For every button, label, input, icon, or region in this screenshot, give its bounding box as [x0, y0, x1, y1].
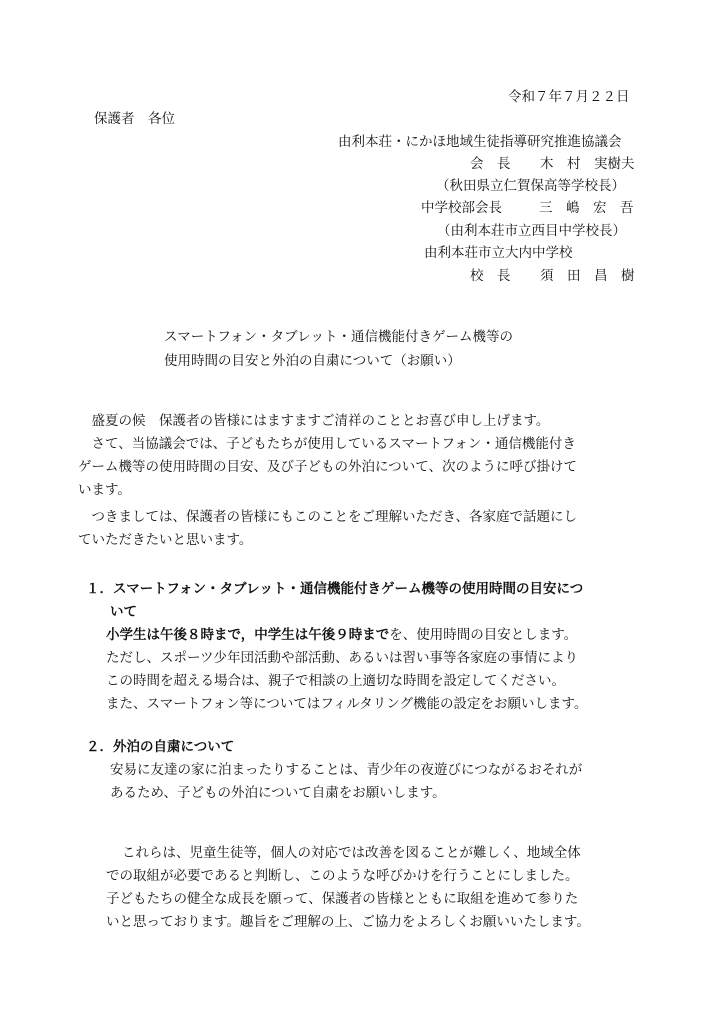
recipient-line: 保護者 各位: [94, 111, 175, 127]
sender-affiliation-chair: （秋田県立仁賀保高等学校長）: [436, 178, 625, 194]
sender-name-principal: 須 田 昌 樹: [540, 268, 635, 284]
sender-role-jhs-section: 中学校部会長: [421, 200, 502, 216]
section1-body-line: また、スマートフォン等についてはフィルタリング機能の設定をお願いします。: [106, 696, 588, 712]
section2-heading: ２．外泊の自粛について: [86, 739, 235, 755]
document-title-line2: 使用時間の目安と外泊の自粛について（お願い）: [164, 353, 461, 369]
intro-line: ゲーム機等の使用時間の目安、及び子どもの外泊について、次のように呼び掛けて: [78, 459, 577, 475]
document-title-line1: スマートフォン・タブレット・通信機能付きゲーム機等の: [164, 329, 513, 345]
intro-line: ていただきたいと思います。: [78, 532, 253, 548]
usage-time-limits-suffix: を、使用時間の目安とします。: [389, 627, 578, 643]
sender-name-chair: 木 村 実樹夫: [540, 156, 635, 172]
sender-school: 由利本荘市立大内中学校: [424, 245, 573, 261]
sender-organization: 由利本荘・にかほ地域生徒指導研究推進協議会: [338, 134, 622, 150]
sender-role-principal: 校 長: [470, 268, 511, 284]
section2-body-line: 安易に友達の家に泊まったりすることは、青少年の夜遊びにつながるおそれが: [110, 762, 583, 778]
intro-line: さて、当協議会では、子どもたちが使用しているスマートフォン・通信機能付き: [78, 436, 576, 452]
usage-time-limits: 小学生は午後８時まで，中学生は午後９時まで: [106, 627, 390, 643]
sender-role-chair: 会 長: [470, 156, 511, 172]
section1-body-line: ただし、スポーツ少年団活動や部活動、あるいは習い事等各家庭の事情により: [106, 650, 578, 666]
section1-heading-continued: いて: [110, 604, 137, 620]
intro-line: います。: [78, 482, 131, 498]
sender-name-jhs-section: 三 嶋 宏 吾: [539, 200, 634, 216]
intro-line: つきましては、保護者の皆様にもこのことをご理解いただき、各家庭で話題にし: [78, 509, 577, 525]
closing-line: 子どもたちの健全な成長を願って、保護者の皆様とともに取組を進めて参りた: [106, 891, 579, 907]
intro-line: 盛夏の候 保護者の皆様にはますますご清祥のこととお喜び申し上げます。: [78, 413, 550, 429]
section2-body-line: あるため、子どもの外泊について自粛をお願いします。: [110, 785, 446, 801]
sender-affiliation-jhs-section: （由利本荘市立西目中学校長）: [437, 223, 626, 239]
section1-body-line: この時間を超える場合は、親子で相談の上適切な時間を設定してください。: [106, 673, 565, 689]
document-date: 令和７年７月２２日: [508, 89, 630, 105]
closing-line: これらは、児童生徒等，個人の対応では改善を図ることが難しく、地域全体: [122, 845, 581, 861]
closing-line: での取組が必要であると判断し、このような呼びかけを行うことにしました。: [106, 868, 579, 884]
closing-line: いと思っております。趣旨をご理解の上、ご協力をよろしくお願いいたします。: [106, 914, 590, 930]
section1-first-line: [106, 626, 577, 644]
section1-heading: １．スマートフォン・タブレット・通信機能付きゲーム機等の使用時間の目安につ: [86, 581, 584, 597]
